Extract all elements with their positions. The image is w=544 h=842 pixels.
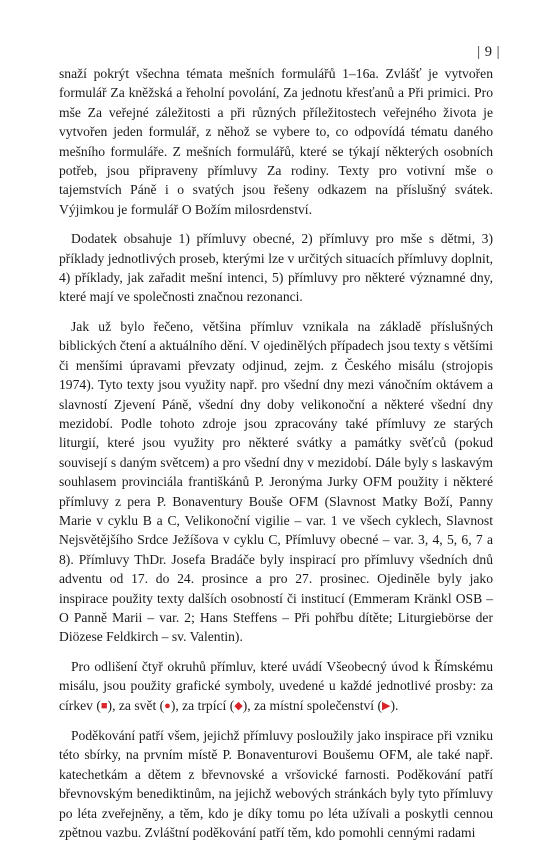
- paragraph: Poděkování patří všem, jejichž přímluvy posloužily jako inspirace při vzniku této sbírky, na prvním místě P. Bonaventurovi Boušemu OFM, ale také např. katechetkám a dětem z břevnovské a vršovické farnosti. Poděkování patří břevnovským benediktinům, na jejichž webových stránkách byly tyto přímluvy po léta zveřejněny, a těm, kdo je díky tomu po léta užívali a poskytli cennou zpětnou vazbu. Zvláštní poděkování patří těm, kdo pomohli cennými radami: [59, 728, 493, 841]
- body-text: [59, 64, 493, 842]
- paragraph: Jak už bylo řečeno, většina přímluv vznikala na základě příslušných biblických čtení a aktuálního dění. V ojedinělých případech jsou texty s většími či menšími úpravami převzaty odjinud, zejm. z Českého misálu (strojopis 1974). Tyto texty jsou využity např. pro všední dny mezi vánočním oktávem a slavností Zjevení Páně, všední dny doby velikonoční a některé všední dny mezidobí. Podle tohoto zdroje jsou zpracovány také přímluvy ze starých liturgií, které jsou využity pro některé svátky a památky svěťců (pokud souvisejí s daným světcem) a pro všední dny v mezidobí. Dále byly s laskavým souhlasem provinciála františkánů P. Jeronýma Jurky OFM použity i některé přímluvy z pera P. Bonaventury Bouše OFM (Slavnost Matky Boží, Panny Marie v cyklu B a C, Velikonoční vigilie – var. 1 ve všech cyklech, Slavnost Nejsvětějšího Srdce Ježíšova v cyklu C, Přímluvy obecné – var. 3, 4, 5, 6, 7 a 8). Přímluvy ThDr. Josefa Bradáče byly inspirací pro přímluvy všedních dnů adventu od 17. do 24. prosince a pro 27. prosinec. Ojediněle byly jako inspirace použity texty dalších osobností či institucí (Emmeram Kränkl OSB – O Panně Marii – var. 2; Hans Steffens – Při pohřbu dítěte; Liturgiebörse der Diözese Feldkirch – sv. Valentin).: [59, 318, 493, 645]
- triangle-right-icon: ▶: [382, 699, 391, 712]
- diamond-icon: ◆: [234, 699, 243, 712]
- square-icon: ■: [100, 699, 108, 712]
- symbols-paragraph: [59, 657, 493, 716]
- paragraph: Dodatek obsahuje 1) přímluvy obecné, 2) přímluvy pro mše s dětmi, 3) příklady jednotlivých proseb, kterými lze v určitých situacích přímluvy doplnit, 4) příklady, jak zařadit mešní intenci, 5) přímluvy pro některé významné dny, které mají ve společnosti značnou rezonanci.: [59, 231, 493, 305]
- symbols-intro: Pro odlišení čtyř okruhů přímluv, které uvádí Všeobecný úvod k Římskému misálu, jsou použity grafické symboly, uvedené u každé jednotlivé prosby: za církev (: [59, 658, 493, 713]
- circle-icon: ●: [164, 699, 171, 712]
- symbols-text: ).: [390, 697, 399, 713]
- symbols-text: ), za místní společenství (: [242, 697, 383, 713]
- paragraph: snaží pokrýt všechna témata mešních formulářů 1–16a. Zvlášť je vytvořen formulář Za kněžská a řeholní povolání, Za jednotu křesťanů a Při primici. Pro mše Za veřejné záležitosti a při různých příležitostech veřejného života je vytvořen jeden formulář, z něhož se vybere to, co odpovídá tématu daného mešního formuláře. Z mešních formulářů, které se týkají některých osobních potřeb, jsou připraveny přímluvy Za rodiny. Texty pro votivní mše o tajemstvích Páně i o svatých jsou řešeny odkazem na příslušný svátek. Výjimkou je formulář O Božím milosrdenství.: [59, 66, 493, 217]
- page-number: | 9 |: [477, 44, 500, 60]
- symbols-text: ), za svět (: [107, 697, 165, 713]
- symbols-text: ), za trpící (: [170, 697, 235, 713]
